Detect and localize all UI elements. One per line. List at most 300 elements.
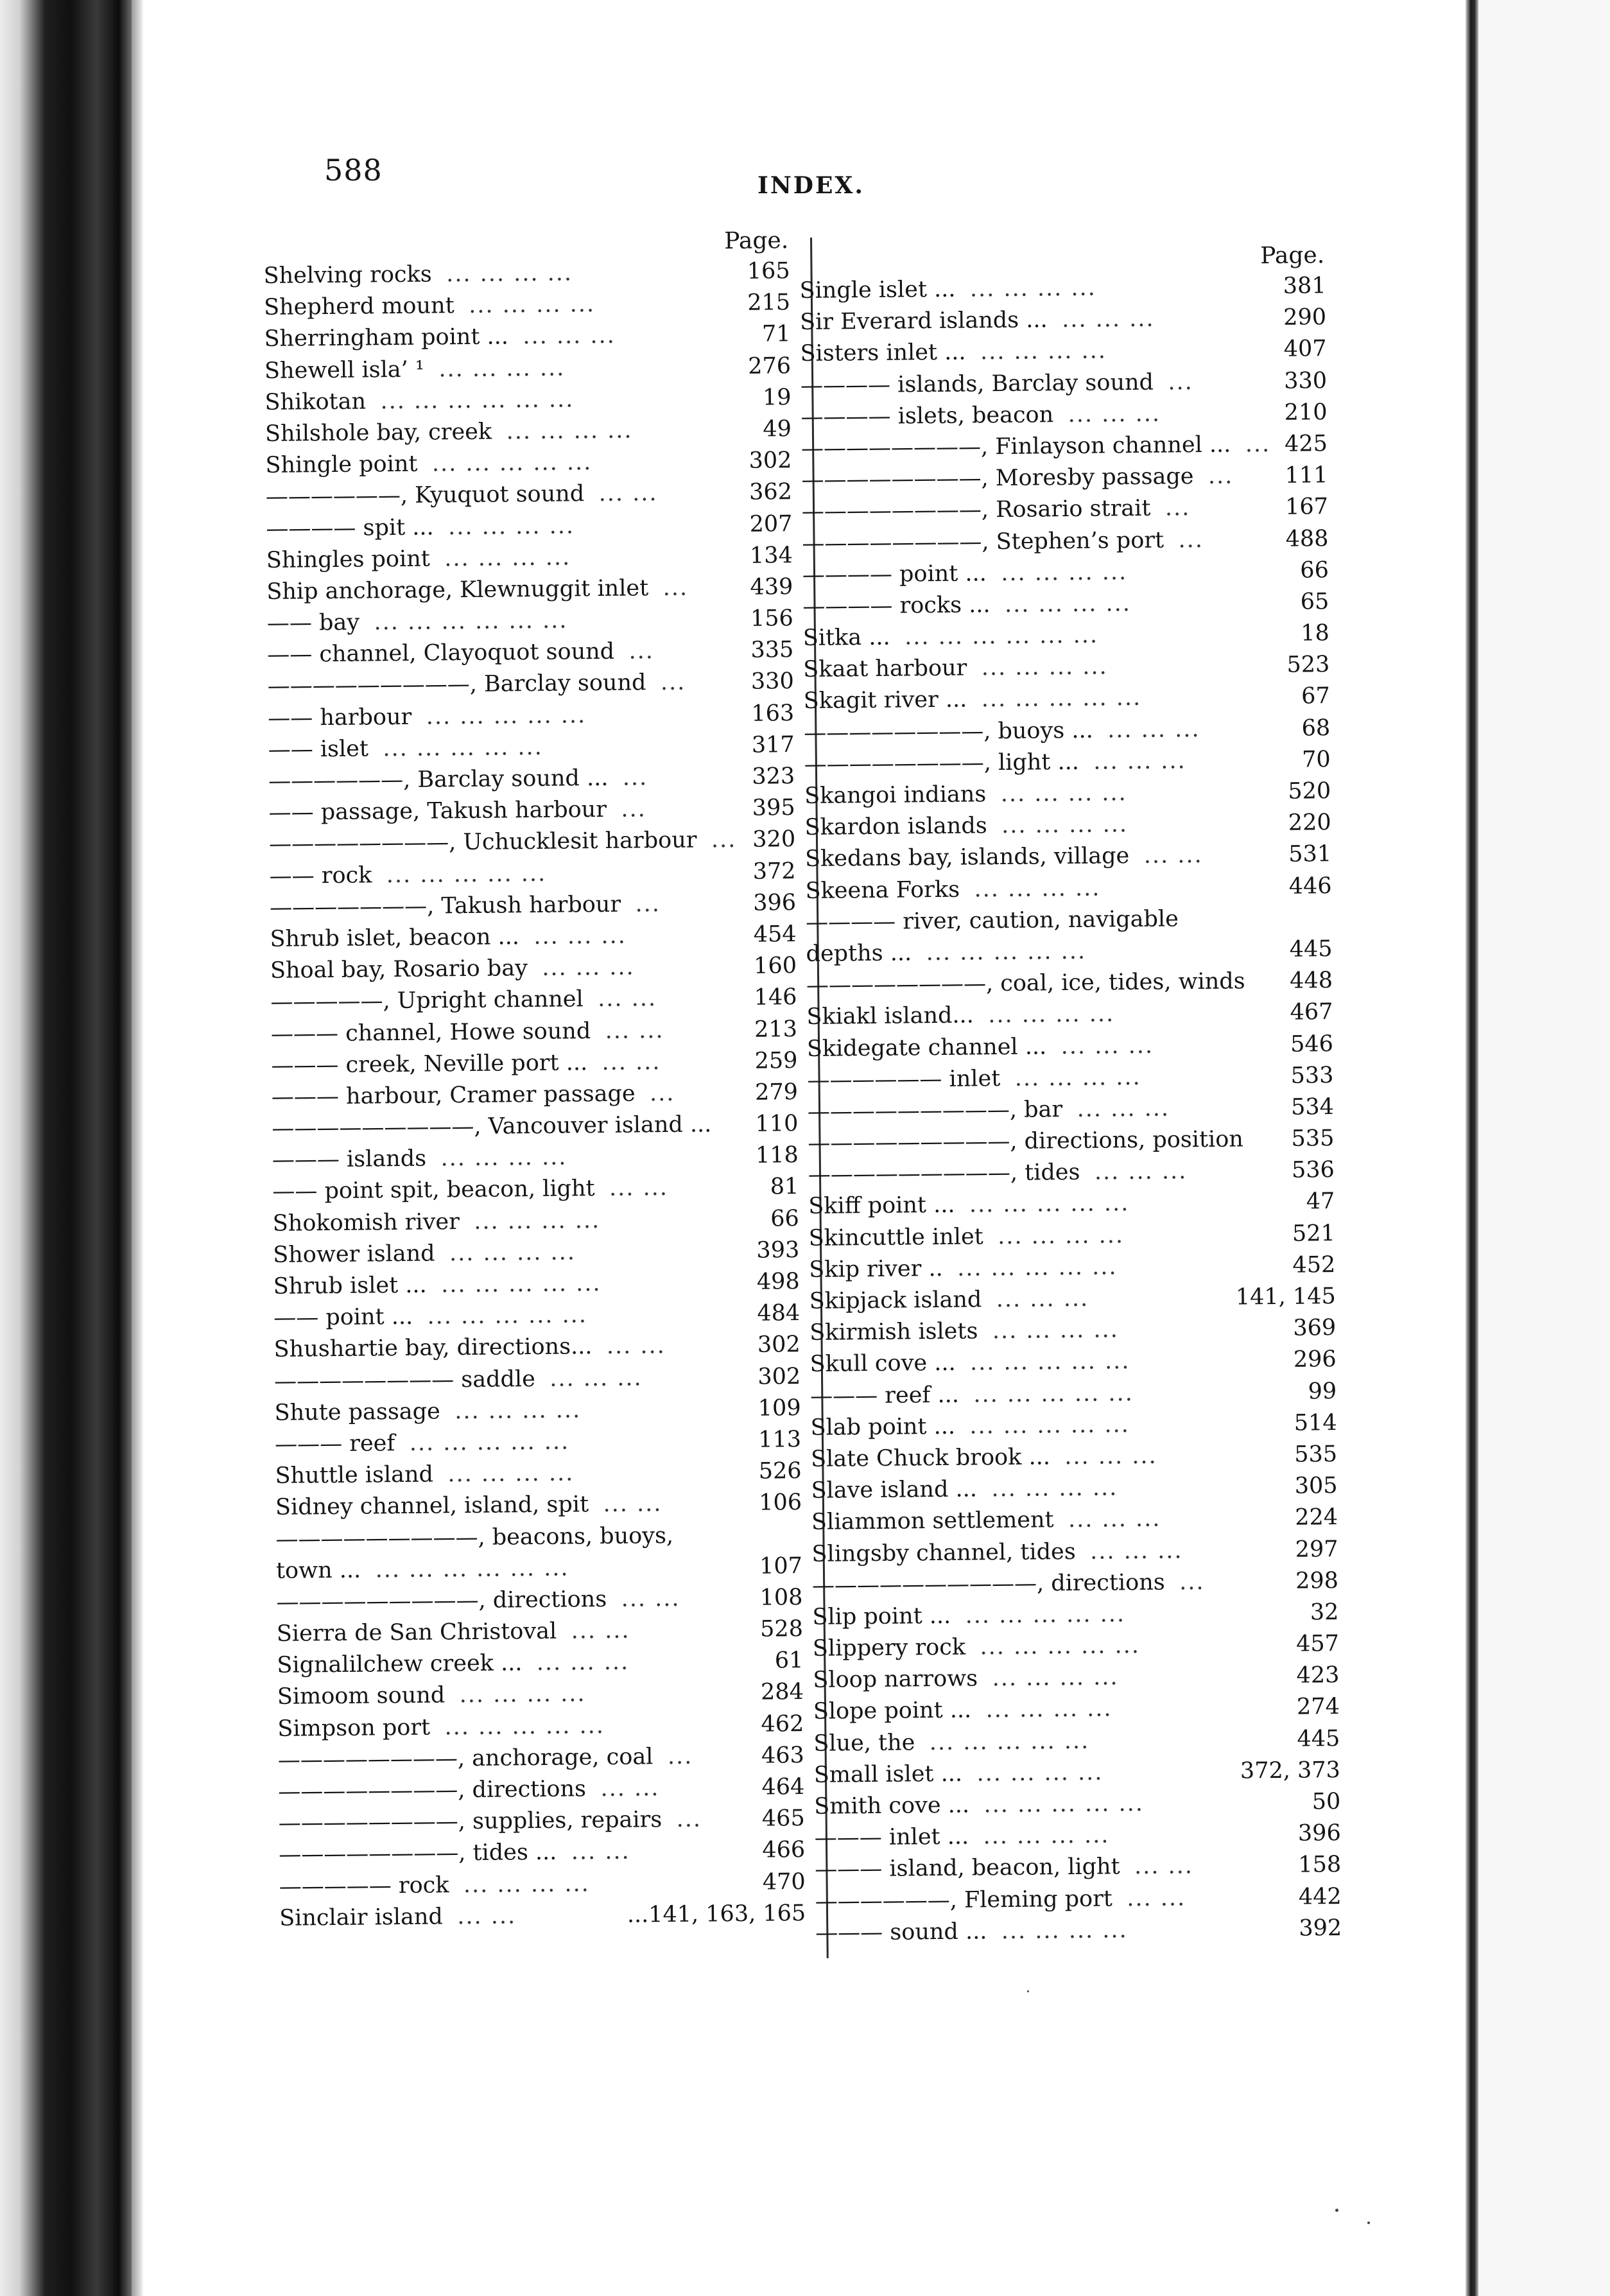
index-entry-page: 521 [1292,1220,1335,1247]
index-entry-page: 535 [1291,1126,1335,1152]
index-entry-page: 81 [770,1174,799,1200]
index-entry-page: 536 [1291,1157,1335,1183]
dot-leader: ... ... ... ... [438,355,566,382]
index-entry-page: 452 [1292,1251,1336,1278]
dot-leader: ... [621,796,647,822]
index-entry-text: ———— river, caution, navigable [805,906,1179,935]
index-entry-page: 134 [749,542,793,569]
dot-leader: ... ... ... ... [440,1144,567,1172]
index-entry [266,509,792,545]
index-entry-page: 520 [1288,778,1331,804]
index-entry [803,649,1329,686]
index-entry-text: ——— reef ... [809,1382,960,1409]
index-entry-text: Sinclair island [279,1904,443,1931]
index-entry-page: 466 [762,1837,806,1864]
index-entry-text: Single islet ... [799,276,956,304]
index-entry-page: 284 [760,1679,804,1706]
index-entry [805,839,1331,875]
index-entry-text: Ship anchorage, Klewnuggit inlet [266,575,649,605]
index-entry-text: Slue, the [813,1730,915,1757]
index-entry [277,1709,804,1745]
index-entry-text: ———————, Takush harbour [269,891,621,921]
index-entry-text: Shrub islet, beacon ... [270,924,520,952]
index-entry-text: ——————, Barclay sound ... [268,765,609,794]
index-entry [804,744,1331,781]
index-entry-text: Sisters inlet ... [800,339,966,367]
index-entry [801,460,1328,496]
index-entry-text: ——————————, directions [811,1569,1165,1599]
index-entry [265,413,792,450]
index-entry-page: 160 [754,953,797,979]
index-entry-page: 19 [762,384,792,411]
index-entry [801,428,1328,465]
index-entry-page: 446 [1288,873,1332,900]
dot-leader: ... ... ... ... [998,1222,1125,1249]
index-entry-text: ————————, Rosario strait [801,496,1151,525]
index-entry-text: Slip point ... [812,1603,951,1630]
dot-leader: ... [1164,495,1191,521]
index-entry-text: ————————, Stephen’s port [802,527,1164,557]
index-entry-text: Skipjack island [809,1287,982,1314]
index-entry [808,1154,1335,1191]
index-entry-text: Shewell isla’ ¹ [264,356,425,384]
dot-leader: ... ... ... [1060,1032,1154,1059]
index-entry [808,1186,1335,1222]
index-entry-page: 488 [1285,525,1329,552]
index-entry-page: 158 [1298,1852,1342,1879]
index-entry-page: 317 [751,731,795,758]
index-entry-text: ——— islands [272,1145,427,1174]
index-entry [811,1502,1338,1538]
dot-leader: ... ... ... [533,923,627,950]
index-entry-text: Shokomish river [272,1208,460,1237]
index-entry-text: ————————, coal, ice, tides, winds [806,968,1245,999]
index-entry [815,1881,1342,1918]
index-entry [272,1108,798,1145]
index-entry-text: Skaat harbour [803,655,967,683]
dot-leader: ... ... [571,1839,630,1865]
dot-leader: ... ... ... ... [1001,1917,1128,1944]
index-entry-text: Skincuttle inlet [808,1223,983,1251]
index-entry [813,1660,1339,1696]
dot-leader: ... ... ... ... ... [980,1633,1141,1660]
dot-leader: ... ... ... ... ... [444,1712,605,1741]
dot-leader: ... ... ... ... [983,1822,1110,1850]
dot-leader: ... ... ... ... ... [965,1601,1126,1629]
index-entry-page: 107 [759,1552,803,1579]
index-entry [807,1060,1333,1097]
index-entry [277,1645,803,1682]
index-entry [272,1077,798,1113]
index-entry-text: Skull cove ... [809,1350,956,1378]
dot-leader: ... ... ... ... ... [386,860,547,888]
index-entry-page: 163 [751,700,795,727]
index-entry-page: 71 [761,321,791,347]
index-entry-text: —— passage, Takush harbour [268,797,607,826]
index-entry [804,807,1331,844]
index-entry [267,634,793,671]
index-entry [269,824,795,860]
index-entry [275,1487,802,1524]
index-entry-page: 335 [750,637,794,663]
index-entry-page: 463 [761,1742,804,1769]
dot-leader: ... ... ... ... ... [983,1790,1145,1818]
index-entry [279,1866,806,1903]
dot-leader: ... ... ... ... [992,1664,1119,1692]
index-entry-page: 425 [1284,431,1328,457]
index-entry-page: 462 [761,1710,804,1737]
index-entry-page: 467 [1290,999,1333,1026]
index-entry [267,603,793,639]
index-entry-text: Skip river .. [809,1255,943,1283]
index-entry-page: 320 [752,826,796,853]
dot-leader: ... ... [609,1175,669,1202]
dot-leader: ... ... [621,1585,680,1612]
index-entry [809,1249,1335,1286]
index-entry-page: 392 [1299,1915,1342,1942]
index-entry-text: —— bay [266,609,360,637]
index-entry-page: 66 [1300,557,1329,584]
dot-leader: ... [628,638,655,665]
index-entries-left [263,256,806,1935]
index-entry-page: 70 [1301,746,1331,773]
index-entry-text: ——————, Fleming port [815,1885,1113,1915]
index-entry [806,965,1333,1002]
dot-leader: ... ... ... ... [454,1397,582,1424]
index-entry-text: Smith cove ... [814,1792,970,1820]
index-entry-page: ...141, 163, 165 [627,1900,806,1928]
index-entry-page: 393 [756,1237,800,1264]
index-entry-page: 305 [1294,1473,1338,1499]
index-entry-text: Slab point ... [810,1413,956,1441]
index-entry-page: 165 [747,258,790,284]
index-entry-page: 18 [1301,620,1330,647]
index-entry [274,1393,801,1429]
index-column-right [799,242,1342,1949]
index-entry-text: —— point ... [273,1304,413,1332]
index-entry [270,919,796,955]
dot-leader: ... ... ... [1061,306,1155,333]
index-entry [815,1818,1341,1854]
index-entry-text: Simoom sound [277,1682,446,1710]
index-entry [273,1298,800,1334]
index-entry-text: —————————, beacons, buoys, [275,1522,674,1552]
dot-leader: ... ... [597,986,657,1013]
index-entry [802,586,1329,623]
dot-leader: ... ... ... ... ... [926,938,1087,966]
dot-leader: ... ... ... ... [463,1870,590,1898]
index-entry [264,318,790,355]
index-entry-page: 302 [749,448,792,474]
index-entry-page: 407 [1283,336,1327,363]
index-entry [809,1281,1336,1318]
index-entry-page: 323 [752,763,795,790]
dot-leader: ... ... ... ... [992,1317,1119,1344]
dot-leader: ... [660,670,686,696]
page-right-edge [1466,0,1478,2296]
index-entry-page: 464 [761,1774,805,1800]
index-entry-page: 106 [759,1490,802,1516]
dot-leader: ... ... ... ... [976,1759,1104,1787]
index-entry-page: 146 [754,984,797,1011]
dot-leader: ... ... ... ... ... [973,1380,1134,1408]
index-entry-text: ———— islands, Barclay sound [800,369,1154,399]
index-entry-text: ————————, Finlayson channel ... [801,431,1231,462]
index-entry [270,982,797,1018]
dot-leader: ... ... ... [1064,1443,1157,1470]
dot-leader: ... [676,1806,702,1833]
index-entry-page: 279 [754,1079,799,1106]
dot-leader: ... ... ... ... [506,417,633,445]
index-entry-text: Skagit river ... [803,686,967,715]
index-entry-page: 528 [759,1616,804,1642]
index-entry-text: —————————, Vancouver island ... [272,1111,712,1142]
index-column-left [263,227,806,1935]
index-entry-text: town ... [275,1557,361,1584]
index-entry-text: Skidegate channel ... [806,1033,1047,1062]
index-entry-page: 439 [750,573,793,600]
dot-leader: ... ... ... ... ... ... [375,1555,569,1583]
index-entry [263,256,790,292]
index-entry [808,1123,1334,1160]
index-entry-page: 224 [1295,1504,1338,1531]
index-entry-text: ——— island, beacon, light [815,1854,1120,1883]
index-entry-text: Sitka ... [802,624,890,652]
index-entry [273,1329,800,1366]
index-entry [810,1376,1337,1413]
index-entry-text: —————————, bar [807,1097,1063,1125]
index-entry-page: 535 [1294,1441,1338,1468]
index-entry-page: 66 [770,1205,799,1232]
dot-leader: ... [1179,1569,1205,1596]
index-entry-page: 445 [1289,936,1333,962]
index-entry-page: 296 [1293,1346,1337,1373]
index-entry-text: Sir Everard islands ... [799,307,1048,336]
dot-leader: ... ... ... ... [444,544,571,572]
dot-leader: ... ... ... ... ... ... [904,622,1099,650]
index-entry-text: Slate Chuck brook ... [810,1444,1051,1472]
dot-leader: ... ... [457,1903,517,1929]
dot-leader: ... ... ... ... ... [440,1271,602,1298]
index-entry [809,1218,1335,1255]
index-entry-page: 220 [1288,810,1331,836]
page-column-header: Page. [724,227,789,255]
index-entry [274,1361,801,1398]
index-entry-page: 297 [1295,1536,1338,1563]
dot-leader: ... ... [598,480,658,507]
index-entry-page: 118 [755,1142,799,1169]
index-entry-page: 372 [752,858,796,885]
index-entry [802,491,1328,528]
page-column-header: Page. [1260,242,1325,270]
index-entry-text: —————, Upright channel [270,986,584,1016]
dot-leader: ... [711,827,737,853]
index-entry-page: 330 [1284,367,1328,394]
dot-leader: ... ... ... ... [459,1681,586,1709]
paper-speck [1367,2222,1370,2224]
index-entries-right [799,270,1342,1949]
index-entry-page: 141, 145 [1235,1283,1336,1310]
index-entry [268,698,794,735]
index-entry-page: 523 [1286,652,1330,678]
index-entry-text: ———— rocks ... [802,592,991,620]
index-entry-page: 111 [1285,462,1328,489]
index-entry-text: Skiff point ... [808,1192,955,1220]
index-entry [278,1771,804,1808]
index-entry-page: 156 [750,605,794,632]
index-entry-page: 274 [1296,1694,1340,1721]
index-entry-text: Shelving rocks [263,261,432,289]
dot-leader: ... ... ... ... ... ... [374,607,568,636]
dot-leader: ... ... ... ... ... [969,1411,1130,1439]
index-entry-text: Skardon islands [804,813,987,841]
dot-leader: ... ... [603,1491,662,1518]
index-entry [270,887,796,924]
index-entry-text: Small islet ... [813,1761,963,1788]
index-entry [266,540,793,577]
index-entry-text: ——— harbour, Cramer passage [271,1081,636,1110]
index-entry-page: 49 [763,416,792,442]
index-entry-page: 99 [1308,1378,1337,1405]
index-entry-text: Skiakl island... [806,1002,974,1031]
dot-leader: ... [635,891,661,918]
index-entry [264,382,791,419]
index-entry-page: 395 [752,795,795,821]
dot-leader: ... ... ... ... ... [409,1429,570,1456]
index-entry-text: ————————, Moresby passage [801,464,1194,494]
index-entry [813,1628,1339,1665]
index-entry-page: 68 [1301,715,1331,742]
index-entry-text: —————— inlet [807,1065,1001,1093]
index-entry [804,681,1330,718]
index-entry-page: 276 [748,352,792,379]
index-entry-text: Shilshole bay, creek [264,419,492,447]
index-entry [808,1091,1334,1128]
index-entry-page: 213 [754,1016,798,1043]
index-entry [275,1456,801,1492]
index-entry-text: Sidney channel, island, spit [275,1492,589,1521]
index-entry-page: 47 [1306,1188,1335,1215]
index-entry-text: Sherringham point ... [264,324,509,352]
index-entry-text: ————— rock [279,1872,449,1900]
index-entry-text: ——— creek, Neville port ... [271,1049,588,1079]
index-entry-text: —————————, Barclay sound [267,670,646,700]
dot-leader: ... ... ... ... [1001,812,1129,839]
index-entry [279,1803,805,1839]
index-entry [806,902,1332,939]
dot-leader: ... ... ... ... [449,1239,576,1267]
index-entry-page: 448 [1290,968,1333,994]
index-entry-page: 50 [1311,1789,1341,1815]
index-entry [279,1834,805,1871]
index-entry-page: 457 [1295,1631,1340,1657]
index-entry-text: Slingsby channel, tides [811,1538,1076,1567]
dot-leader: ... [1178,526,1204,553]
index-entry-text: Slope point ... [813,1697,972,1725]
index-entry [806,934,1332,970]
index-entry-text: —————————, tides [808,1160,1080,1188]
index-entry-text: Shepherd mount [263,293,454,321]
index-entry-page: 369 [1293,1315,1337,1341]
dot-leader: ... ... ... [996,1285,1089,1313]
index-entry-page: 534 [1290,1093,1335,1120]
dot-leader: ... ... ... ... [474,1207,601,1235]
dot-leader: ... ... ... ... ... [969,1190,1130,1218]
dot-leader: ... ... ... ... ... [431,449,593,477]
index-entry-page: 362 [749,479,793,506]
index-entry-page: 514 [1294,1409,1337,1436]
index-entry-text: ——— sound ... [815,1918,987,1946]
dot-leader: ... ... ... [523,323,616,350]
index-entry-page: 484 [757,1300,801,1326]
dot-leader: ... ... ... ... ... [969,1348,1130,1376]
index-entry-text: Shikotan [264,388,367,415]
index-entry-page: 465 [761,1805,805,1832]
dot-leader: ... ... ... ... [988,1001,1115,1029]
dot-leader: ... ... [605,1017,664,1044]
index-entry-page: 531 [1288,841,1332,868]
index-entry [266,476,792,513]
dot-leader: ... ... ... ... [468,291,596,319]
index-entry [266,571,793,608]
binding-seam [132,0,143,2296]
dot-leader: ... ... ... [1089,1537,1183,1565]
index-entry [801,397,1327,433]
index-entry-text: Skeena Forks [805,876,960,904]
index-entry-page: 533 [1290,1062,1334,1089]
index-entry [809,1344,1336,1380]
index-entry-page: 207 [749,510,793,537]
index-entry-text: ———————— saddle [273,1366,536,1395]
index-entry-text: Signalilchew creek ... [277,1650,523,1679]
index-entry-page: 546 [1290,1031,1334,1057]
index-entry-page: 61 [774,1648,804,1674]
index-entry-text: Sloop narrows [813,1665,978,1694]
index-entry-text: ————————, Uchucklesit harbour [268,827,697,858]
dot-leader: ... ... ... [536,1649,630,1676]
dot-leader: ... [662,575,689,601]
dot-leader: ... ... ... ... [1014,1064,1141,1091]
dot-leader: ... ... ... ... [985,1696,1112,1723]
index-entry-text: —— harbour [268,704,412,731]
index-entry [276,1582,802,1619]
index-entry-text: ————————, buoys ... [804,717,1093,746]
index-entry [814,1755,1340,1791]
index-entry-page: 215 [747,290,791,316]
index-entry [804,776,1331,812]
index-entry-page: 498 [756,1269,800,1295]
index-entry-text: Shoal bay, Rosario bay [270,955,528,984]
index-entry-text: ——— channel, Howe sound [270,1018,591,1047]
index-entry [278,1740,804,1777]
dot-leader: ... ... [602,1048,661,1075]
index-entry-page: 167 [1285,494,1329,521]
index-entry-page: 67 [1301,683,1330,709]
index-entry-text: Skangoi indians [804,781,987,809]
index-entry-page: 330 [750,668,794,695]
dot-leader: ... [622,765,648,791]
index-entry [810,1407,1337,1444]
dot-leader: ... ... ... ... [991,1475,1118,1502]
index-entry-page: 108 [759,1584,803,1611]
index-entry-text: ————————, anchorage, coal [277,1744,654,1773]
index-entry [273,1266,800,1303]
index-entry [279,1898,806,1935]
dot-leader: ... ... ... ... [980,338,1107,365]
index-entry [811,1439,1337,1475]
index-entry [800,302,1326,338]
dot-leader: ... [667,1743,693,1770]
